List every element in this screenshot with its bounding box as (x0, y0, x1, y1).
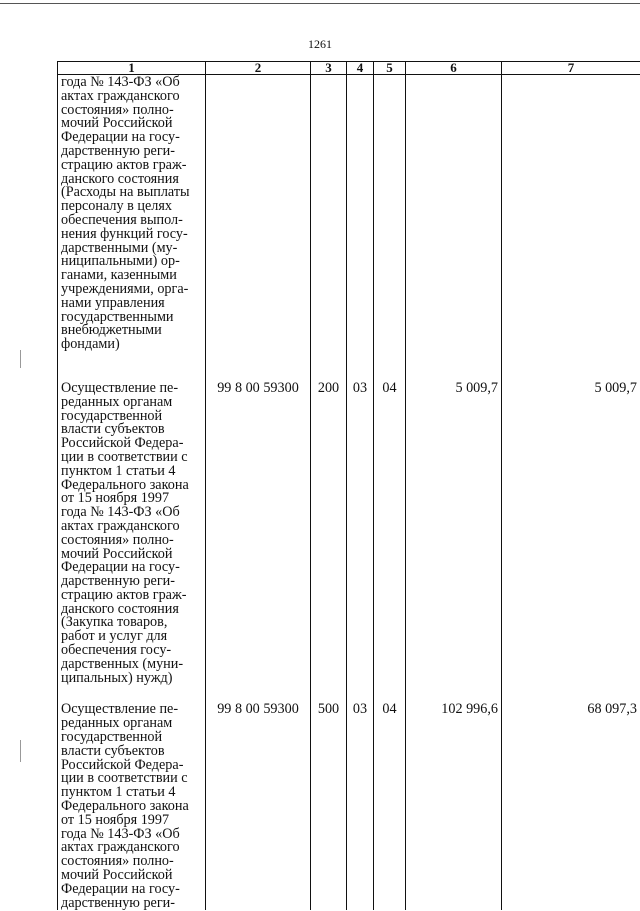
budget-table (57, 61, 640, 910)
top-border-line (0, 3, 640, 4)
row-description: Осуществление пе- реданных органам государственной власти субъектов Российской Федера- ции в соответствии с пунктом 1 статьи 4 Федерального закона от 15 ноября 1997 года № 143-ФЗ «Об актах гражданского состояния» полно- мочий Российской Федерации на госу- дарственную реги- страцию актов граж- данского состояния (Закупка товаров, работ и услуг для обеспечения госу- дарственных (муни- ципальных) нужд) (58, 380, 206, 702)
amount-column-6: 102 996,6 (406, 701, 502, 910)
column-header: 2 (206, 62, 311, 75)
subsection-code: 04 (374, 701, 406, 910)
row-description: года № 143-ФЗ «Об актах гражданского состояния» полно- мочий Российской Федерации на госу- дарственную реги- страцию актов граж- данского состояния (Расходы на выплаты персоналу в целях обеспечения выпол- нения функций госу- дарственными (му- ниципальными) ор- ганами, казенными учреждениями, орга- нами управления государственными внебюджетными фондами) (58, 75, 206, 380)
column-header: 6 (406, 62, 502, 75)
column-header: 1 (58, 62, 206, 75)
amount-column-6 (406, 75, 502, 380)
column-header: 4 (347, 62, 374, 75)
table-row (58, 380, 640, 702)
amount-column-7: 5 009,7 (502, 380, 640, 702)
budget-classification-code (206, 75, 311, 380)
column-header: 5 (374, 62, 406, 75)
scan-margin-mark (20, 740, 21, 762)
page-number: 1261 (0, 37, 640, 52)
scan-margin-mark (20, 350, 21, 368)
section-code (347, 75, 374, 380)
column-header: 3 (311, 62, 347, 75)
amount-column-7 (502, 75, 640, 380)
table-row (58, 701, 640, 910)
column-header: 7 (502, 62, 640, 75)
amount-column-6: 5 009,7 (406, 380, 502, 702)
section-code: 03 (347, 701, 374, 910)
budget-classification-code: 99 8 00 59300 (206, 701, 311, 910)
expense-type-code (311, 75, 347, 380)
expense-type-code: 200 (311, 380, 347, 702)
row-description: Осуществление пе- реданных органам государственной власти субъектов Российской Федера- ции в соответствии с пунктом 1 статьи 4 Федерального закона от 15 ноября 1997 года № 143-ФЗ «Об актах гражданского состояния» полно- мочий Российской Федерации на госу- дарственную реги- (58, 701, 206, 910)
table-header-row (58, 62, 640, 75)
section-code: 03 (347, 380, 374, 702)
amount-column-7: 68 097,3 (502, 701, 640, 910)
subsection-code: 04 (374, 380, 406, 702)
budget-classification-code: 99 8 00 59300 (206, 380, 311, 702)
table-row (58, 75, 640, 380)
subsection-code (374, 75, 406, 380)
expense-type-code: 500 (311, 701, 347, 910)
